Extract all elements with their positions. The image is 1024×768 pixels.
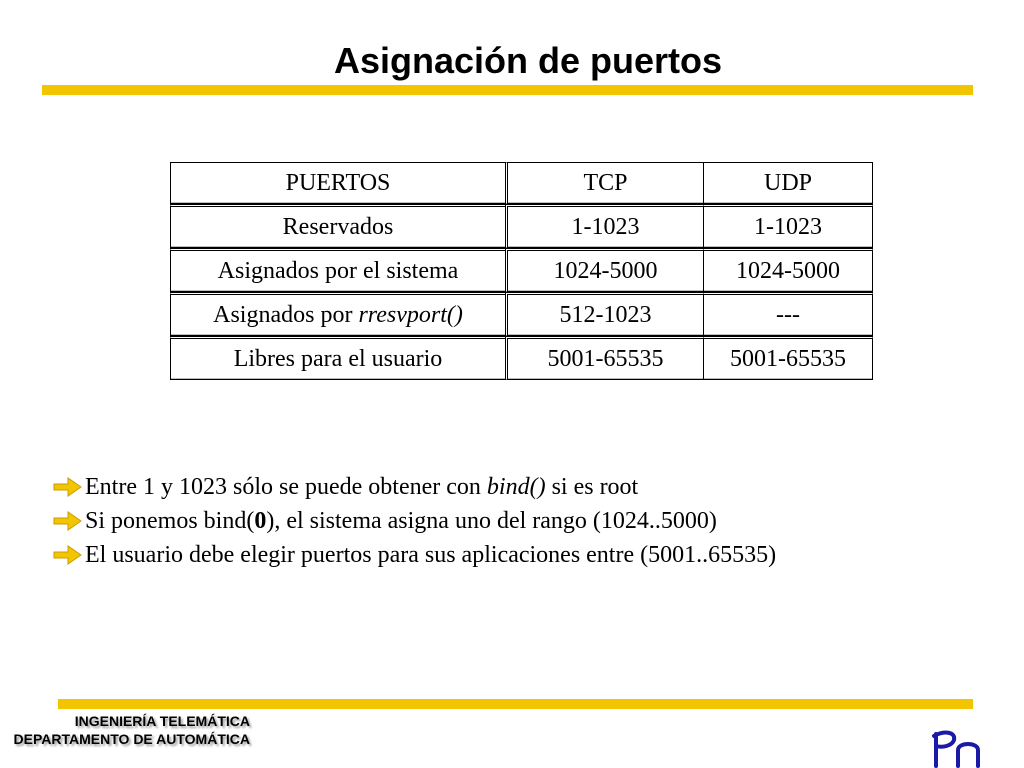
header-cell-tcp: TCP <box>505 162 703 204</box>
table-cell: 5001-65535 <box>703 336 873 380</box>
bottom-divider <box>58 699 973 709</box>
header-cell-udp: UDP <box>703 162 873 204</box>
department-logo <box>928 726 984 768</box>
arrow-right-icon <box>52 544 83 566</box>
table-row <box>170 292 873 336</box>
table-cell: 5001-65535 <box>505 336 703 380</box>
bullet-text <box>85 470 638 504</box>
table-cell: 1024-5000 <box>703 248 873 292</box>
arrow-right-icon <box>52 476 83 498</box>
ports-table <box>170 162 873 380</box>
bullet-item <box>52 504 776 538</box>
table-cell: Asignados por el sistema <box>170 248 505 292</box>
table-cell-italic: rresvport() <box>358 301 463 328</box>
header-cell-puertos: PUERTOS <box>170 162 505 204</box>
bullet-item <box>52 538 776 572</box>
arrow-right-icon <box>52 510 83 532</box>
bullet-text-bold: 0 <box>254 508 267 534</box>
bullet-item <box>52 470 776 504</box>
table-row <box>170 248 873 292</box>
table-cell: 1-1023 <box>703 204 873 248</box>
table-cell: --- <box>703 292 873 336</box>
table-cell: Libres para el usuario <box>170 336 505 380</box>
table-cell: 1024-5000 <box>505 248 703 292</box>
footer-line-1: INGENIERÍA TELEMÁTICA <box>74 713 250 729</box>
top-divider <box>42 85 973 95</box>
bullet-list <box>52 470 776 572</box>
bullet-text-part: si es root <box>545 474 639 500</box>
table-cell <box>170 292 505 336</box>
table-header-row <box>170 162 873 204</box>
bullet-text <box>85 504 717 538</box>
department-footer <box>0 712 250 748</box>
footer-line-2: DEPARTAMENTO DE AUTOMÁTICA <box>13 731 250 747</box>
bullet-text: El usuario debe elegir puertos para sus aplicaciones entre (5001..65535) <box>85 542 777 568</box>
slide-title: Asignación de puertos <box>333 40 723 81</box>
table-cell: Reservados <box>170 204 505 248</box>
table-cell-text: Asignados por <box>213 301 359 328</box>
table-row <box>170 204 873 248</box>
bullet-text-part: Si ponemos bind( <box>85 508 255 534</box>
table-cell: 512-1023 <box>505 292 703 336</box>
bullet-text-part: ), el sistema asigna uno del rango (1024..5000) <box>266 508 717 534</box>
table-row <box>170 336 873 380</box>
table-cell: 1-1023 <box>505 204 703 248</box>
bullet-text-part: Entre 1 y 1023 sólo se puede obtener con <box>85 474 487 500</box>
bullet-text-italic: bind() <box>486 474 546 500</box>
